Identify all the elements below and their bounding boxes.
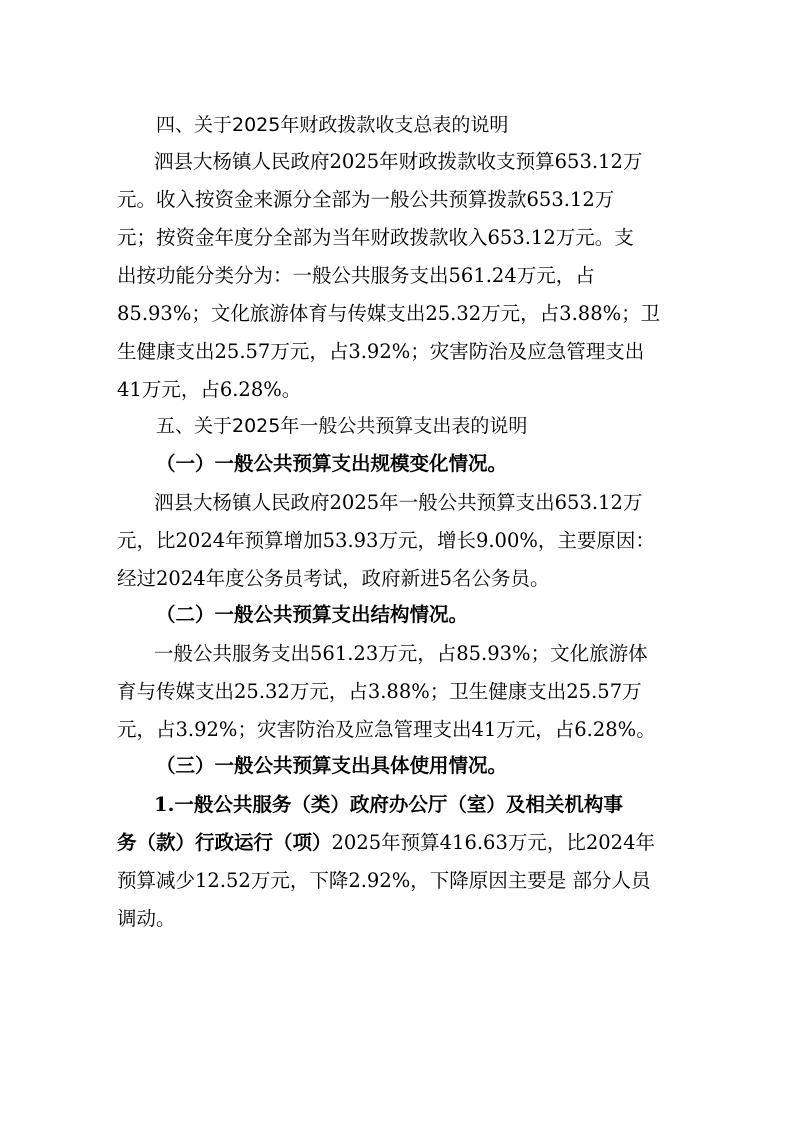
section5-heading: 五、关于2025年一般公共预算支出表的说明 <box>156 415 528 437</box>
item1-line4: 调动。 <box>117 907 176 930</box>
subsection3-title: （三）一般公共预算支出具体使用情况。 <box>156 754 508 777</box>
subsection1-paragraph-line: 经过2024年度公务员考试，政府新进5名公务员。 <box>117 567 550 590</box>
item1-line2 <box>117 830 655 856</box>
subsection2-paragraph-line: 元，占3.92%；灾害防治及应急管理支出41万元，占6.28%。 <box>117 718 656 741</box>
subsection1-paragraph-line: 元，比2024年预算增加53.93万元，增长9.00%，主要原因： <box>117 529 655 552</box>
subsection2-paragraph-line: 一般公共服务支出561.23万元，占85.93%；文化旅游体 <box>154 642 648 665</box>
subsection1-paragraph-line: 泗县大杨镇人民政府2025年一般公共预算支出653.12万 <box>154 491 643 514</box>
section4-paragraph-line: 41万元，占6.28%。 <box>117 378 302 401</box>
subsection2-paragraph-line: 育与传媒支出25.32万元，占3.88%；卫生健康支出25.57万 <box>117 680 642 703</box>
section4-paragraph-line: 生健康支出25.57万元，占3.92%；灾害防治及应急管理支出 <box>117 340 645 363</box>
section4-paragraph-line: 元；按资金年度分全部为当年财政拨款收入653.12万元。支 <box>117 226 634 249</box>
section4-heading: 四、关于2025年财政拨款收支总表的说明 <box>156 114 509 136</box>
section4-paragraph-line: 泗县大杨镇人民政府2025年财政拨款收支预算653.12万 <box>154 150 643 173</box>
section4-paragraph-line: 85.93%；文化旅游体育与传媒支出25.32万元，占3.88%；卫 <box>117 302 661 325</box>
subsection1-title: （一）一般公共预算支出规模变化情况。 <box>156 452 508 475</box>
section4-paragraph-line: 元。收入按资金来源分全部为一般公共预算拨款653.12万 <box>117 188 615 211</box>
item1-line1: 1.一般公共服务（类）政府办公厅（室）及相关机构事 <box>154 793 623 816</box>
item1-line2-text: 2025年预算416.63万元，比2024年 <box>331 831 655 854</box>
item1-category-label: 务（款）行政运行（项） <box>117 831 332 854</box>
section4-paragraph-line: 出按功能分类分为：一般公共服务支出561.24万元，占 <box>117 264 595 287</box>
subsection2-title: （二）一般公共预算支出结构情况。 <box>156 603 469 626</box>
item1-line3: 预算减少12.52万元，下降2.92%，下降原因主要是 部分人员 <box>117 869 651 892</box>
